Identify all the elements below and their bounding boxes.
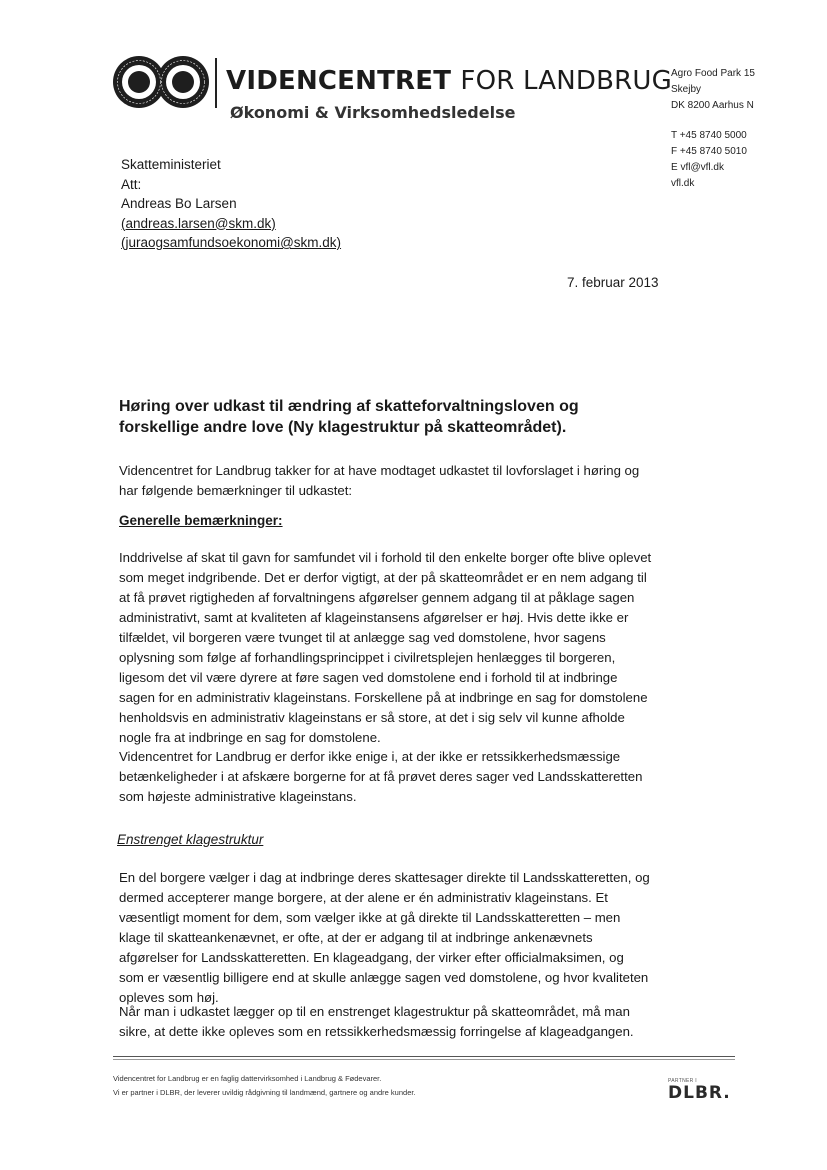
address-block [671, 66, 755, 114]
recipient-email-link[interactable]: (juraogsamfundsoekonomi@skm.dk) [121, 235, 342, 250]
recipient-org: Skatteministeriet [121, 157, 221, 172]
letterhead-divider [215, 58, 217, 108]
recipient-att: Att: [121, 176, 142, 192]
organization-name-bold: VIDENCENTRET [226, 66, 452, 96]
partner-logo: DLBR. [668, 1083, 731, 1103]
partner-label: PARTNER I [668, 1078, 697, 1084]
intro-paragraph: Videncentret for Landbrug takker for at have modtaget udkastet til lovforslaget i høring og har følgende bemærkninger til udkastet: [119, 463, 640, 498]
section-heading-general: Generelle bemærkninger: [119, 513, 283, 528]
letter-date: 7. februar 2013 [567, 275, 659, 290]
body-paragraph: Når man i udkastet lægger op til en enstrenget klagestruktur på skatteområdet, må man sikre, at dette ikke opleves som en retssikkerhedsmæssig forringelse af klageadgangen. [119, 1004, 634, 1039]
footer-line: Vi er partner i DLBR, der leverer uvildig rådgivning til landmænd, gartnere og andre kunder. [113, 1088, 416, 1097]
recipient-block [121, 155, 341, 253]
footer-divider [113, 1059, 735, 1060]
body-paragraph: En del borgere vælger i dag at indbringe deres skattesager direkte til Landsskatteretten, og dermed accepterer mange borgere, at der alene er én administrativ klageinstans. Et væsentligt moment for dem, som vælger ikke at gå direkte til Landsskatteretten – men klage til skatteankenævnet, er ofte, at der er adgang til at indbringe ankenævnets afgørelser for Landsskatteretten. En klageadgang, der virker efter officialmaksimen, og som er væsentlig billigere end at skulle anlægge sagen ved domstolene, og hvor kvaliteten opleves som høj. [119, 870, 650, 1005]
organization-logo [111, 52, 211, 112]
website-line: vfl.dk [671, 178, 695, 189]
organization-name [226, 66, 672, 96]
body-paragraph: Inddrivelse af skat til gavn for samfundet vil i forhold til den enkelte borger ofte blive oplevet som meget indgribende. Det er derfor vigtigt, at der på skatteområdet er en nem adgang til at få prøvet rigtigheden af forvaltningens afgørelser gennem adgang til at påklage sagen administrativt, samt at kvaliteten af klageinstansens afgørelser er høj. Hvis dette ikke er tilfældet, vil borgeren være tvunget til at anlægge sag ved domstolene, hvor sagens oplysning som følge af forhandlingsprincippet i civilretsplejen henlægges til borgeren, ligesom det vil være dyrere at føre sagen ved domstolene end i forhold til at indbringe sagen for en administrativ klageinstans. Forskellene på at indbringe en sag for domstolene henholdsvis en administrativ klageinstans er så store, at det i sig selv vil kunne afholde nogle fra at indbringe en sag for domstolene. [119, 550, 652, 745]
address-line: Agro Food Park 15 [671, 68, 755, 79]
contact-block [671, 128, 747, 192]
recipient-email-link[interactable]: (andreas.larsen@skm.dk) [121, 215, 276, 231]
address-line: DK 8200 Aarhus N [671, 100, 754, 111]
footer-text [113, 1072, 416, 1100]
recipient-name: Andreas Bo Larsen [121, 196, 237, 211]
email-line: E vfl@vfl.dk [671, 162, 724, 173]
section-heading-structure: Enstrenget klagestruktur [117, 832, 264, 847]
organization-department: Økonomi & Virksomhedsledelse [230, 103, 516, 122]
footer-line: Videncentret for Landbrug er en faglig dattervirksomhed i Landbrug & Fødevarer. [113, 1074, 382, 1083]
address-line: Skejby [671, 84, 702, 95]
body-paragraph: Videncentret for Landbrug er derfor ikke enige i, at der ikke er retssikkerhedsmæssige betænkeligheder i at afskære borgerne for at få prøvet deres sager ved Landsskatteretten som højeste administrative klageinstans. [119, 749, 643, 804]
phone-line: T +45 8740 5000 [671, 130, 747, 141]
letter-title: Høring over udkast til ændring af skatteforvaltningsloven og forskellige andre love (Ny klagestruktur på skatteområdet). [119, 398, 579, 436]
organization-name-rest: FOR LANDBRUG [460, 66, 672, 96]
footer-divider [113, 1056, 735, 1057]
fax-line: F +45 8740 5010 [671, 146, 747, 157]
